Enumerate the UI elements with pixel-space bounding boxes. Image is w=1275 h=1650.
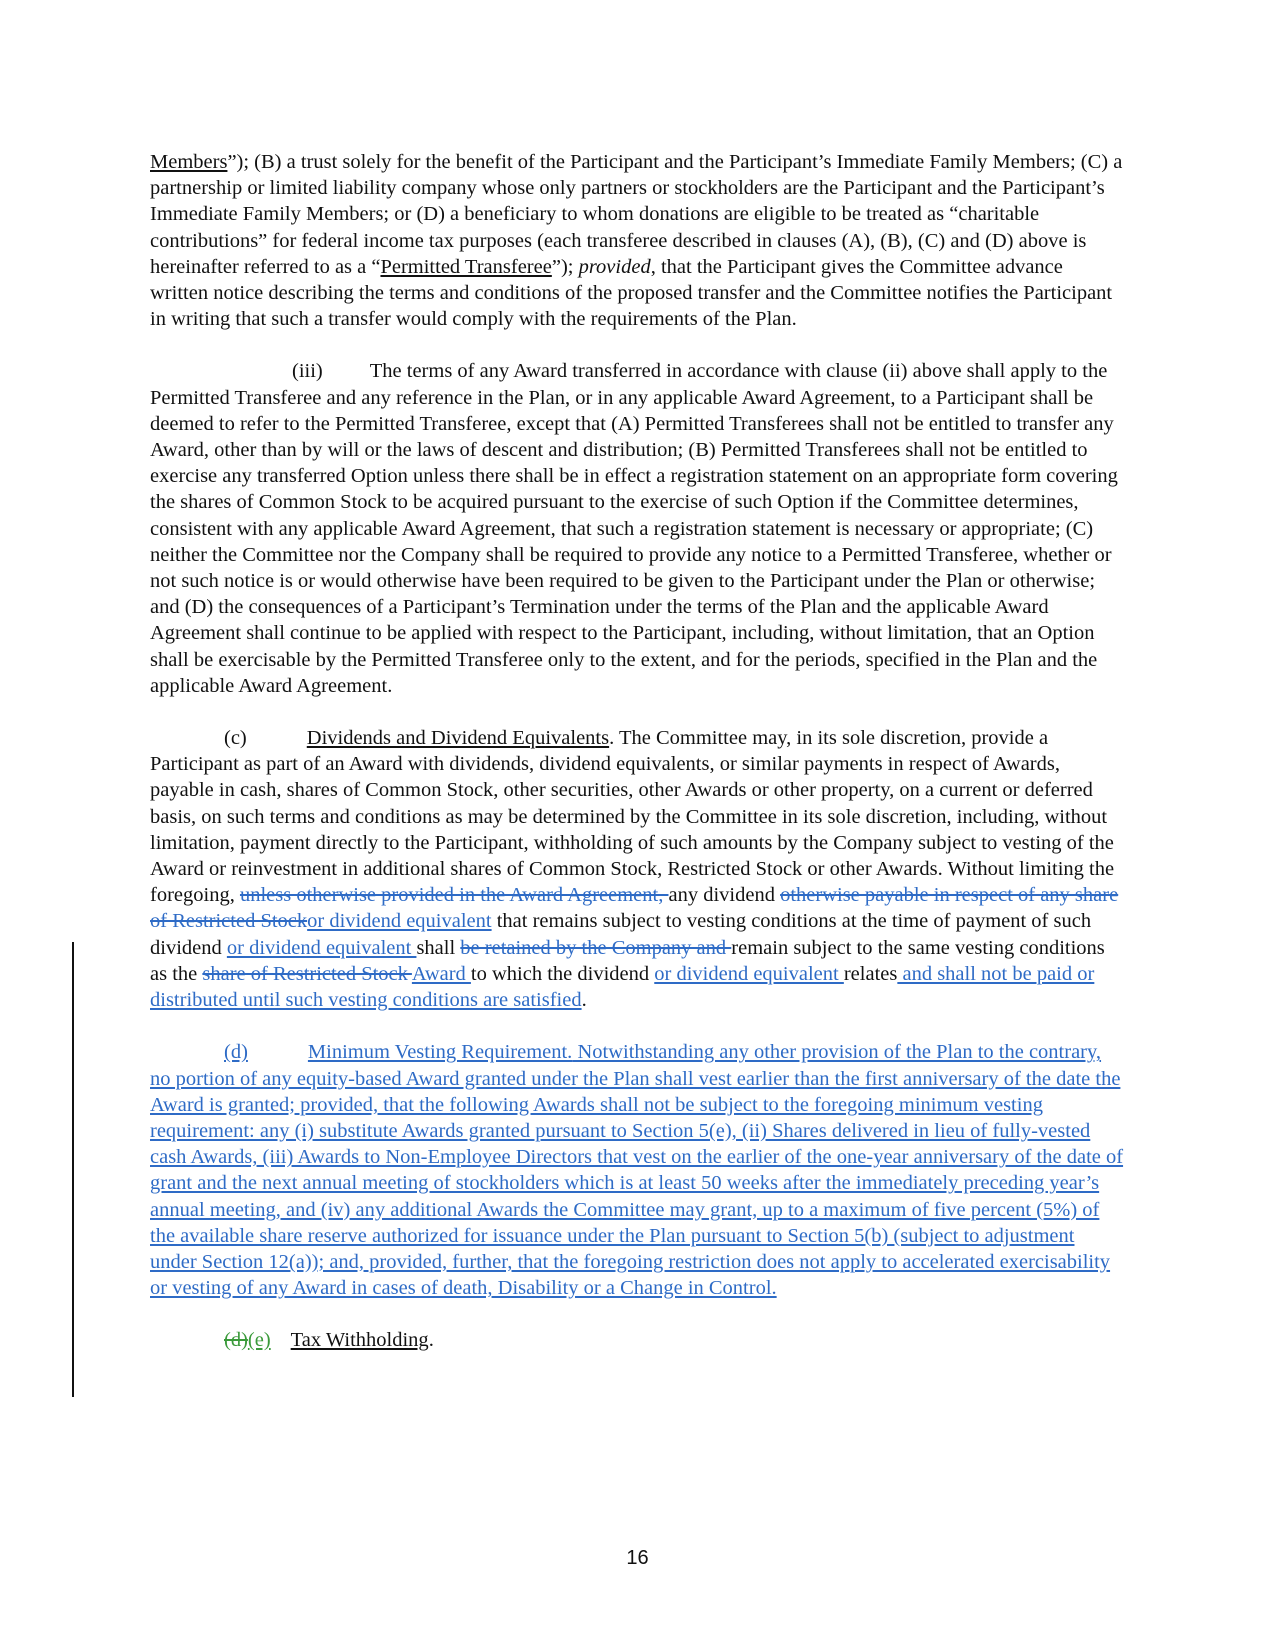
deleted-section-number: (d) — [224, 1329, 248, 1352]
section-number-c: (c) — [224, 727, 247, 750]
revision-change-bar — [72, 942, 74, 1397]
term-permitted-transferee: Permitted Transferee — [380, 255, 552, 278]
paragraph-e: (d)(e) Tax Withholding. — [224, 1329, 434, 1352]
paragraph-iii-text: The terms of any Award transferred in accordance with clause (ii) above shall apply to the Permitted Transferee and any reference in the Plan, or in any applicable Award Agreement, to a Participant shall be deemed to refer to the Permitted Transferee, except that (A) Permitted Transferees shall not be entitled to transfer any Award, other than by will or the laws of descent and distribution; (B) Permitted Transferees shall not be entitled to exercise any transferred Option unless there shall be in effect a registration statement on an appropriate form covering the shares of Common Stock to be acquired pursuant to the exercise of such Option if the Committee determines, consistent with any applicable Award Agreement, that such a registration statement is necessary or appropriate; (C) neither the Committee nor the Company shall be required to provide any notice to a Permitted Transferee, whether or not such notice is or would otherwise have been required to be given to the Participant under the Plan or otherwise; and (D) the consequences of a Participant’s Termination under the terms of the Plan and the applicable Award Agreement shall continue to be applied with respect to the Participant, including, without limitation, that an Option shall be exercisable by the Permitted Transferee only to the extent, and for the periods, specified in the Plan and the applicable Award Agreement. — [150, 360, 1118, 697]
inserted-text: or dividend equivalent — [654, 962, 844, 985]
document-body — [150, 149, 1125, 1380]
inserted-text: Award — [411, 962, 471, 985]
deleted-text: share of Restricted Stock — [202, 962, 412, 985]
inserted-text: and shall not be paid or distributed until such vesting conditions are satisfied — [150, 962, 1095, 1012]
term-members: Members — [150, 151, 228, 173]
paragraph-c: (c) Dividends and Dividend Equivalents. The Committee may, in its sole discretion, provide a Participant as part of an Award with dividends, dividend equivalents, or similar payments in respect of Awards, payable in cash, shares of Common Stock, other securities, other Awards or other property, on a current or deferred basis, on such terms and conditions as may be determined by the Committee in its sole discretion, including, without limitation, payment directly to the Participant, withholding of such amounts by the Company subject to vesting of the Award or reinvestment in additional shares of Common Stock, Restricted Stock or other Awards. Without limiting the foregoing, unless otherwise provided in the Award Agreement, any dividend otherwise payable in respect of any share of Restricted Stockor dividend equivalent that remains subject to vesting conditions at the time of payment of such dividend or dividend equivalent shall be retained by the Company and remain subject to the same vesting conditions as the share of Restricted Stock Award to which the dividend or dividend equivalent relates and shall not be paid or distributed until such vesting conditions are satisfied. — [150, 727, 1119, 1012]
paragraph-d-text: Notwithstanding any other provision of the Plan to the contrary, no portion of any equity-based Award granted under the Plan shall vest earlier than the first anniversary of the date the Award is granted; provided, that the following Awards shall not be subject to the foregoing minimum vesting requirement: any (i) substitute Awards granted pursuant to Section 5(e), (ii) Shares delivered in lieu of fully-vested cash Awards, (iii) Awards to Non-Employee Directors that vest on the earlier of the one-year anniversary of the date of grant and the next annual meeting of stockholders which is at least 50 weeks after the immediately preceding year’s annual meeting, and (iv) any additional Awards the Committee may grant, up to a maximum of five percent (5%) of the available share reserve authorized for issuance under the Plan pursuant to Section 5(b) (subject to adjustment under Section 12(a)); and, provided, further, that the foregoing restriction does not apply to accelerated exercisability or vesting of any Award in cases of death, Disability or a Change in Control. — [150, 1041, 1124, 1300]
section-heading-minimum-vesting: Minimum Vesting Requirement. — [307, 1041, 573, 1064]
deleted-text: unless otherwise provided in the Award Agreement, — [239, 884, 669, 907]
paragraph-iii — [150, 358, 1125, 699]
page-number: 16 — [626, 1547, 649, 1569]
deleted-text: be retained by the Company and — [460, 936, 732, 959]
section-heading-dividends: Dividends and Dividend Equivalents — [306, 727, 610, 750]
clause-number-iii: (iii) — [292, 360, 323, 383]
inserted-text: or dividend equivalent — [307, 910, 492, 933]
paragraph-d-inserted — [150, 1039, 1125, 1301]
paragraph-ii-continuation: Members”); (B) a trust solely for the benefit of the Participant and the Participant’s Immediate Family Members; (C) a partnership or limited liability company whose only partners or stockholders are the Participant and the Participant’s Immediate Family Members; or (D) a beneficiary to whom donations are eligible to be treated as “charitable contributions” for federal income tax purposes (each transferee described in clauses (A), (B), (C) and (D) above is hereinafter referred to as a “Permitted Transferee”); provided, that the Participant gives the Committee advance written notice describing the terms and conditions of the proposed transfer and the Committee notifies the Participant in writing that such a transfer would comply with the requirements of the Plan. — [150, 151, 1123, 331]
inserted-text: or dividend equivalent — [226, 936, 417, 959]
section-heading-tax-withholding: Tax Withholding — [290, 1329, 429, 1352]
term-provided: provided — [578, 255, 651, 278]
section-number-d: (d) — [224, 1041, 248, 1064]
inserted-section-number: (e) — [247, 1329, 271, 1352]
deleted-text: otherwise payable in respect of any share of Restricted Stock — [150, 884, 1119, 933]
